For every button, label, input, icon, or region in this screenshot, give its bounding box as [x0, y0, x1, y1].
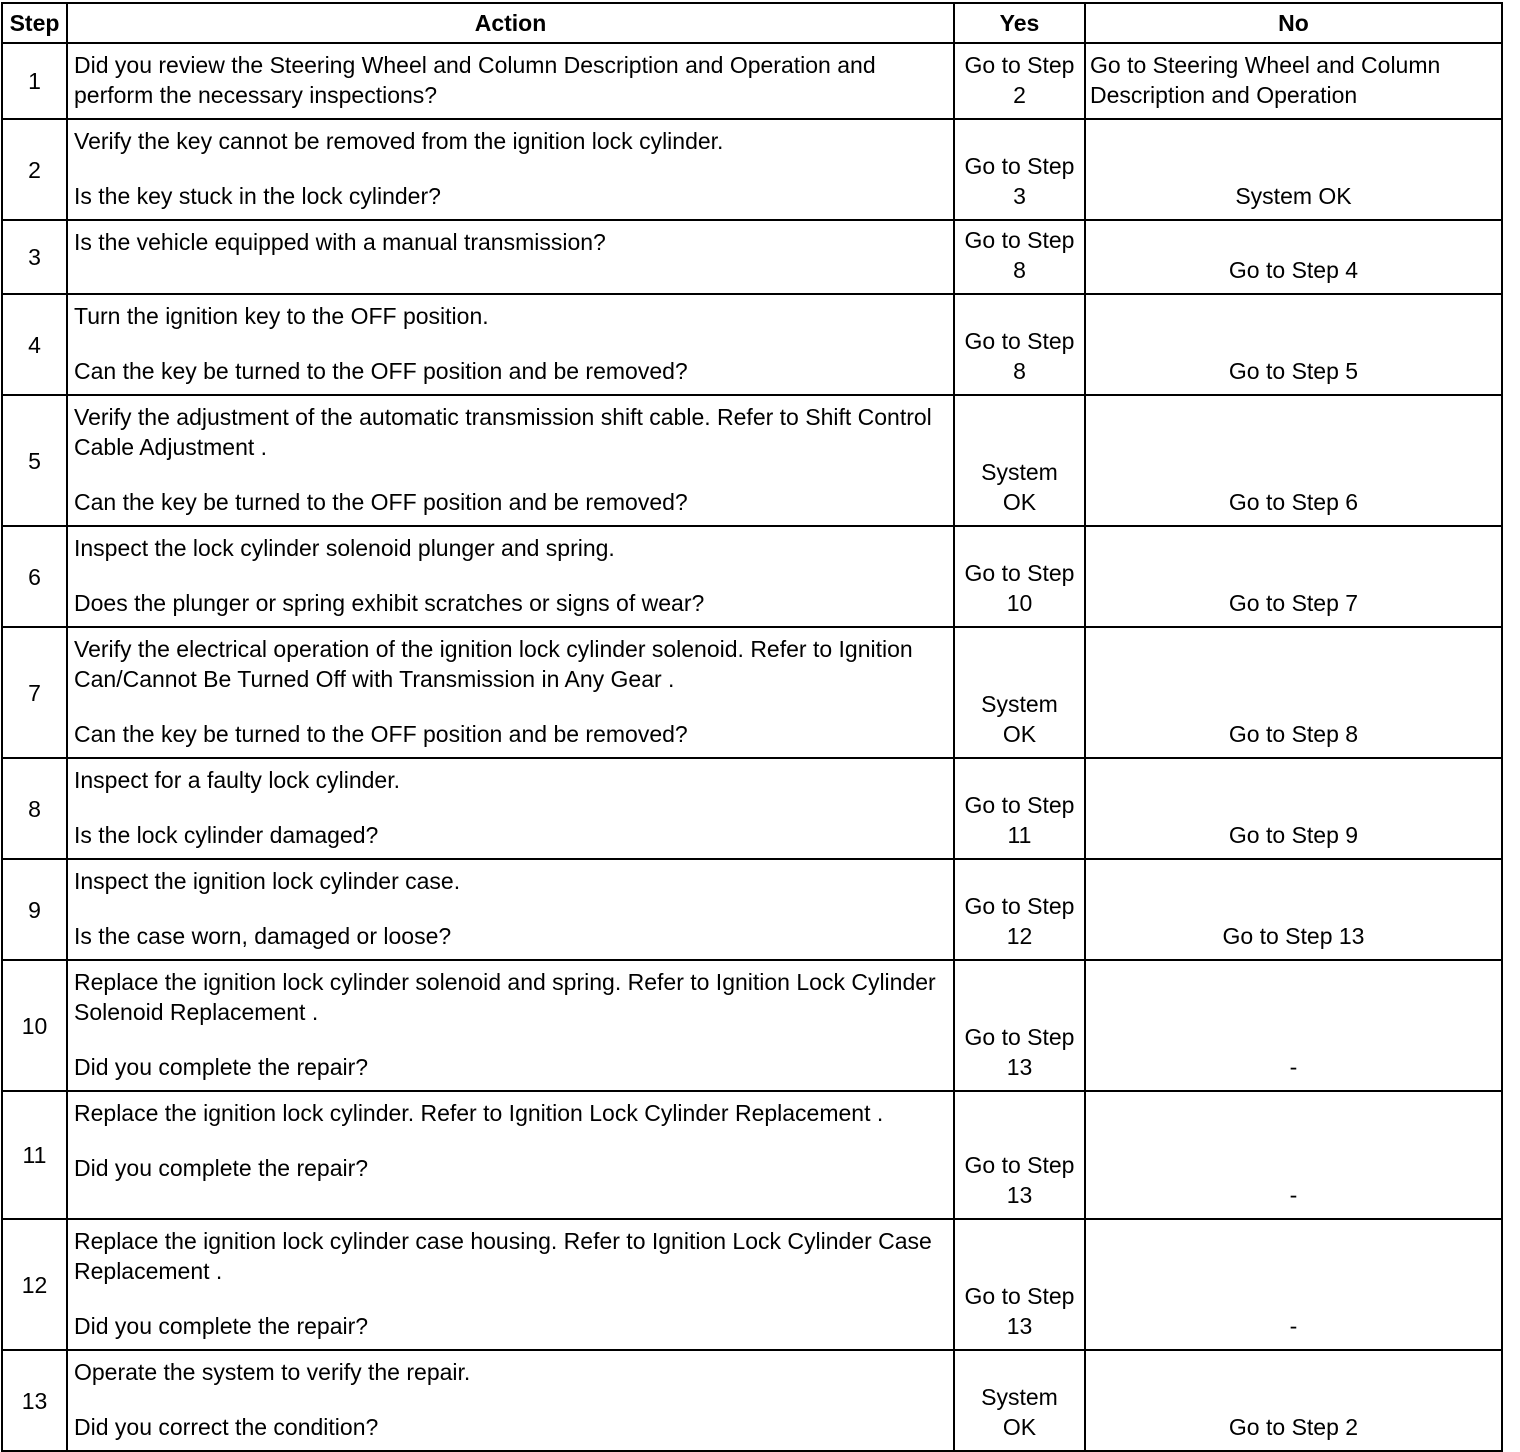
step-number: 13 [2, 1350, 67, 1451]
action-question: Can the key be turned to the OFF position and be removed? [74, 721, 688, 747]
action-cell [67, 395, 954, 526]
no-cell: Go to Step 4 [1085, 220, 1502, 294]
table-row [2, 1091, 1502, 1219]
yes-text: Go to Step [964, 227, 1075, 253]
action-question: Did you complete the repair? [74, 1155, 369, 1181]
action-cell [67, 627, 954, 758]
step-number: 8 [2, 758, 67, 859]
yes-target: 10 [1006, 590, 1033, 616]
action-instruction: Replace the ignition lock cylinder solenoid and spring. Refer to Ignition Lock Cylinder Solenoid Replacement . [74, 969, 936, 1025]
yes-cell [954, 43, 1085, 119]
no-cell: - [1085, 960, 1502, 1091]
diagnostic-table [1, 2, 1503, 1452]
action-question: Is the lock cylinder damaged? [74, 822, 379, 848]
yes-cell [954, 119, 1085, 220]
yes-text: Go to Step [964, 328, 1075, 354]
step-number: 5 [2, 395, 67, 526]
action-cell [67, 119, 954, 220]
yes-text: Go to Step [964, 893, 1075, 919]
no-cell: Go to Step 6 [1085, 395, 1502, 526]
yes-text: System [981, 459, 1058, 485]
action-question: Can the key be turned to the OFF position and be removed? [74, 358, 688, 384]
yes-target: OK [1002, 1414, 1037, 1440]
yes-cell [954, 294, 1085, 395]
action-cell [67, 1091, 954, 1219]
action-cell [67, 859, 954, 960]
table-row [2, 294, 1502, 395]
yes-target: 11 [1007, 822, 1032, 848]
table-row [2, 627, 1502, 758]
yes-text: Go to Step [964, 792, 1075, 818]
yes-cell [954, 220, 1085, 294]
action-instruction: Replace the ignition lock cylinder. Refer to Ignition Lock Cylinder Replacement . [74, 1100, 884, 1126]
action-instruction: Verify the key cannot be removed from the ignition lock cylinder. [74, 128, 724, 154]
yes-target: 3 [1013, 183, 1026, 209]
no-cell: Go to Steering Wheel and Column Description and Operation [1085, 43, 1502, 119]
action-question: Can the key be turned to the OFF position and be removed? [74, 489, 688, 515]
yes-text: System [981, 691, 1058, 717]
table-row [2, 1219, 1502, 1350]
table-row [2, 758, 1502, 859]
action-question: Did you complete the repair? [74, 1313, 369, 1339]
yes-cell [954, 859, 1085, 960]
yes-cell [954, 960, 1085, 1091]
action-instruction: Operate the system to verify the repair. [74, 1359, 471, 1385]
yes-cell [954, 1219, 1085, 1350]
yes-text: Go to Step [964, 1283, 1075, 1309]
action-cell [67, 526, 954, 627]
action-instruction: Inspect the ignition lock cylinder case. [74, 868, 461, 894]
action-question: Is the case worn, damaged or loose? [74, 923, 452, 949]
yes-text: Go to Step [964, 560, 1075, 586]
no-cell: System OK [1085, 119, 1502, 220]
step-number: 1 [2, 43, 67, 119]
yes-text: System [981, 1384, 1058, 1410]
no-cell: Go to Step 5 [1085, 294, 1502, 395]
step-number: 12 [2, 1219, 67, 1350]
step-number: 10 [2, 960, 67, 1091]
step-number: 9 [2, 859, 67, 960]
yes-cell [954, 1350, 1085, 1451]
yes-target: 2 [1013, 82, 1026, 108]
action-instruction: Turn the ignition key to the OFF position. [74, 303, 489, 329]
action-cell [67, 220, 954, 294]
yes-target: 13 [1006, 1313, 1033, 1339]
header-yes: Yes [954, 3, 1085, 43]
action-cell [67, 758, 954, 859]
yes-cell [954, 395, 1085, 526]
table-row [2, 119, 1502, 220]
yes-target: 8 [1013, 358, 1026, 384]
table-row [2, 220, 1502, 294]
table-row [2, 859, 1502, 960]
yes-target: 13 [1006, 1054, 1033, 1080]
yes-target: OK [1002, 489, 1037, 515]
no-cell: Go to Step 9 [1085, 758, 1502, 859]
header-row [2, 3, 1502, 43]
step-number: 4 [2, 294, 67, 395]
no-cell: Go to Step 2 [1085, 1350, 1502, 1451]
yes-cell [954, 526, 1085, 627]
action-instruction: Verify the adjustment of the automatic transmission shift cable. Refer to Shift Control Cable Adjustment . [74, 404, 932, 460]
action-question: Did you complete the repair? [74, 1054, 369, 1080]
yes-text: Go to Step [964, 52, 1075, 78]
yes-target: 8 [1013, 257, 1026, 283]
step-number: 6 [2, 526, 67, 627]
action-cell [67, 294, 954, 395]
yes-cell [954, 1091, 1085, 1219]
action-text: Did you review the Steering Wheel and Column Description and Operation and perform the necessary inspections? [74, 52, 876, 108]
yes-text: Go to Step [964, 1152, 1075, 1178]
yes-cell [954, 627, 1085, 758]
yes-text: Go to Step [964, 1024, 1075, 1050]
no-cell: - [1085, 1091, 1502, 1219]
action-instruction: Replace the ignition lock cylinder case housing. Refer to Ignition Lock Cylinder Case Replacement . [74, 1228, 932, 1284]
step-number: 7 [2, 627, 67, 758]
table-row [2, 43, 1502, 119]
no-cell: Go to Step 8 [1085, 627, 1502, 758]
table-row [2, 1350, 1502, 1451]
table-row [2, 526, 1502, 627]
action-cell [67, 960, 954, 1091]
yes-target: 12 [1006, 923, 1033, 949]
action-question: Did you correct the condition? [74, 1414, 379, 1440]
yes-text: Go to Step [964, 153, 1075, 179]
step-number: 11 [2, 1091, 67, 1219]
header-action: Action [67, 3, 954, 43]
yes-cell [954, 758, 1085, 859]
header-no: No [1085, 3, 1502, 43]
table-row [2, 395, 1502, 526]
action-question: Is the vehicle equipped with a manual transmission? [74, 229, 606, 255]
step-number: 3 [2, 220, 67, 294]
action-instruction: Verify the electrical operation of the ignition lock cylinder solenoid. Refer to Ignition Can/Cannot Be Turned Off with Transmission in Any Gear . [74, 636, 913, 692]
no-cell: Go to Step 7 [1085, 526, 1502, 627]
table-row [2, 960, 1502, 1091]
yes-target: OK [1002, 721, 1037, 747]
step-number: 2 [2, 119, 67, 220]
action-question: Is the key stuck in the lock cylinder? [74, 183, 441, 209]
action-cell [67, 1350, 954, 1451]
no-cell: Go to Step 13 [1085, 859, 1502, 960]
action-question: Does the plunger or spring exhibit scratches or signs of wear? [74, 590, 705, 616]
action-cell [67, 1219, 954, 1350]
action-instruction: Inspect for a faulty lock cylinder. [74, 767, 400, 793]
header-step: Step [2, 3, 67, 43]
yes-target: 13 [1006, 1182, 1033, 1208]
action-cell [67, 43, 954, 119]
action-instruction: Inspect the lock cylinder solenoid plunger and spring. [74, 535, 615, 561]
no-cell: - [1085, 1219, 1502, 1350]
